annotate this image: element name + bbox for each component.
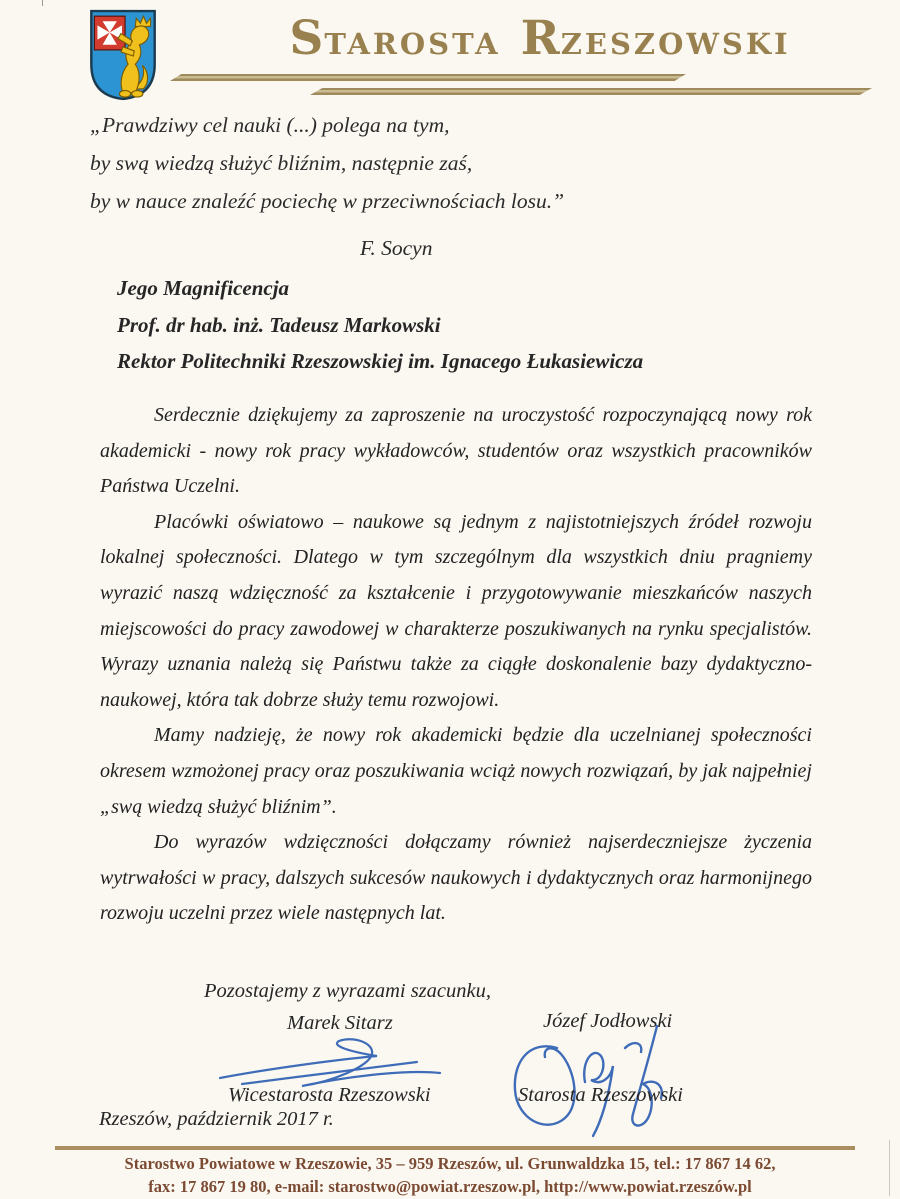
closing-salutation: Pozostajemy z wyrazami szacunku, bbox=[204, 980, 491, 1002]
body-paragraph: Serdecznie dziękujemy za zaproszenie na uroczystość rozpoczynającą nowy rok akademicki - nowy rok pracy wykładowców, studentów oraz wszystkich pracowników Państwa Uczelni. bbox=[100, 404, 812, 498]
scan-artifact bbox=[42, 0, 43, 6]
body-paragraph: Placówki oświatowo – naukowe są jednym z najistotniejszych źródeł rozwoju lokalnej społeczności. Dlatego w tym szczególnym dla wszystkich dniu pragniemy wyrazić naszą wdzięczność za kształcenie i przygotowywanie mieszkańców naszych miejscowości do pracy zawodowej w charakterze poszukiwanych na rynku specjalistów. Wyrazy uznania należą się Państwu także za ciągłe doskonalenie bazy dydaktyczno-naukowej, która tak dobrze służy temu rozwojowi. bbox=[100, 510, 812, 711]
title-initial: R bbox=[520, 11, 561, 66]
scan-artifact bbox=[889, 1140, 890, 1196]
dateline: Rzeszów, październik 2017 r. bbox=[99, 1108, 334, 1130]
signer-title-right: Starosta Rzeszowski bbox=[518, 1084, 683, 1106]
epigraph-quote bbox=[90, 106, 710, 267]
addressee-line: Jego Magnificencja bbox=[117, 276, 290, 300]
addressee-line: Rektor Politechniki Rzeszowskiej im. Ignacego Łukasiewicza bbox=[117, 349, 644, 373]
quote-attribution: F. Socyn bbox=[360, 236, 433, 260]
gold-rule-bottom bbox=[310, 88, 872, 95]
gold-rule-top bbox=[170, 74, 686, 81]
title-word: TAROSTA bbox=[324, 27, 501, 61]
handwritten-signature-right bbox=[505, 1018, 710, 1146]
signer-title-left: Wicestarosta Rzeszowski bbox=[228, 1084, 431, 1106]
footer-contact-line2: fax: 17 867 19 80, e-mail: starostwo@powiat.rzeszow.pl, http://www.powiat.rzeszów.pl bbox=[148, 1177, 752, 1196]
signer-name-left: Marek Sitarz bbox=[287, 1012, 393, 1034]
title-initial: S bbox=[289, 11, 325, 66]
letterhead-title bbox=[280, 10, 800, 78]
addressee-line: Prof. dr hab. inż. Tadeusz Markowski bbox=[117, 312, 441, 337]
addressee-block bbox=[117, 270, 817, 380]
coat-of-arms-icon bbox=[86, 8, 160, 102]
letter-body bbox=[100, 398, 812, 932]
title-word: ZESZOWSKI bbox=[560, 27, 791, 61]
body-paragraph: Do wyrazów wdzięczności dołączamy również najserdeczniejsze życzenia wytrwałości w pracy, dalszych sukcesów naukowych i dydaktycznych oraz harmonijnego rozwoju uczelni przez wiele następnych lat. bbox=[100, 831, 812, 925]
quote-line: by w nauce znaleźć pociechę w przeciwnościach losu.” bbox=[90, 189, 565, 213]
signer-name-right: Józef Jodłowski bbox=[543, 1010, 673, 1032]
footer-contact-line1: Starostwo Powiatowe w Rzeszowie, 35 – 959 Rzeszów, ul. Grunwaldzka 15, tel.: 17 867 14 62, bbox=[124, 1154, 776, 1173]
quote-line: „Prawdziwy cel nauki (...) polega na tym, bbox=[90, 113, 450, 137]
quote-line: by swą wiedzą służyć bliźnim, następnie zaś, bbox=[90, 151, 473, 175]
body-paragraph: Mamy nadzieję, że nowy rok akademicki będzie dla uczelnianej społeczności okresem wzmożonej pracy oraz poszukiwania wciąż nowych rozwiązań, by jak najpełniej „swą wiedzą służyć bliźnim”. bbox=[100, 724, 812, 818]
footer-rule bbox=[55, 1146, 855, 1150]
